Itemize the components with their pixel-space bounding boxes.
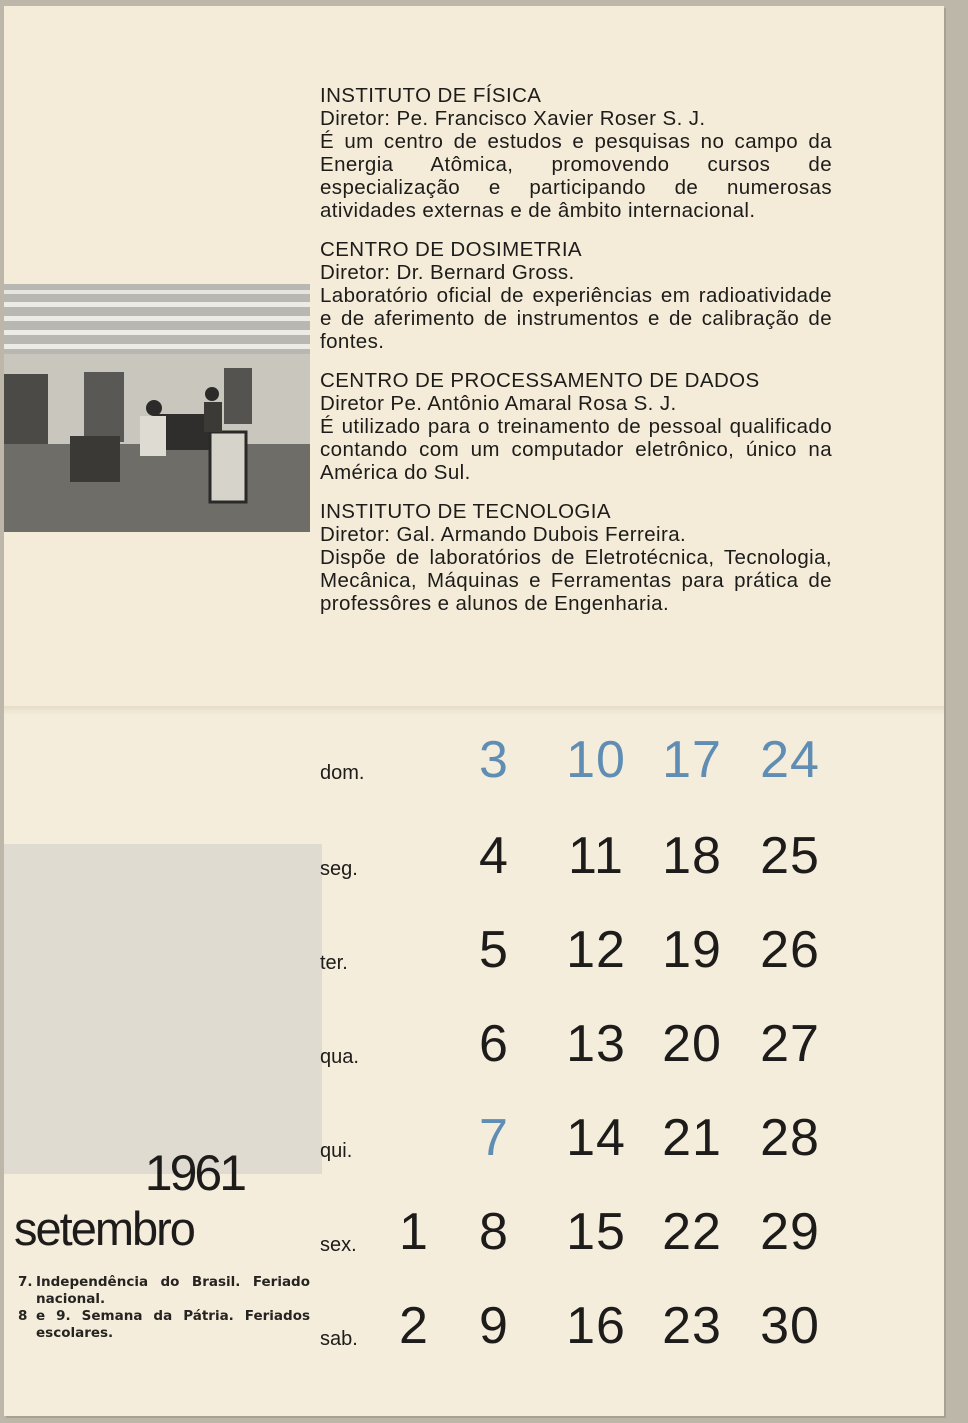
date-27: 27 — [760, 1015, 820, 1073]
top-leaf — [4, 6, 944, 706]
week-row-qua — [4, 1008, 944, 1073]
section-director: Diretor: Gal. Armando Dubois Ferreira. — [320, 523, 687, 546]
day-label: qua. — [320, 1046, 359, 1068]
calendar-year: 1961 — [144, 1145, 244, 1201]
date-11: 11 — [568, 827, 624, 885]
date-14: 14 — [566, 1109, 626, 1167]
date-28: 28 — [760, 1109, 820, 1167]
date-26: 26 — [760, 921, 820, 979]
day-label: dom. — [320, 762, 365, 784]
section-title: CENTRO DE DOSIMETRIA — [320, 238, 582, 261]
section-centro-dosimetria — [320, 238, 832, 353]
date-8: 8 — [479, 1203, 509, 1261]
section-body: Dispõe de laboratórios de Eletrotécnica, Tecnologia, Mecânica, Máquinas e Ferramentas para prática de professôres e alunos de Engenharia. — [320, 546, 832, 615]
date-20: 20 — [662, 1015, 722, 1073]
section-body: É utilizado para o treinamento de pessoal qualificado contando com um computador eletrônico, único na América do Sul. — [320, 415, 832, 484]
date-21: 21 — [662, 1109, 722, 1167]
section-director: Diretor: Pe. Francisco Xavier Roser S. J. — [320, 107, 706, 130]
day-label: sab. — [320, 1328, 358, 1350]
day-label: sex. — [320, 1234, 357, 1256]
date-6: 6 — [479, 1015, 509, 1073]
date-18: 18 — [662, 827, 722, 885]
calendar-month: setembro — [14, 1202, 194, 1255]
date-23: 23 — [662, 1297, 722, 1355]
section-title: INSTITUTO DE FÍSICA — [320, 84, 542, 107]
date-9: 9 — [479, 1297, 509, 1355]
date-2: 2 — [399, 1297, 429, 1355]
week-row-seg — [4, 820, 944, 885]
date-29: 29 — [760, 1203, 820, 1261]
date-15: 15 — [566, 1203, 626, 1261]
holiday-text: e 9. Semana da Pátria. Feriados escolares. — [36, 1308, 310, 1341]
week-row-sex — [4, 1196, 944, 1261]
date-13: 13 — [566, 1015, 626, 1073]
section-instituto-tecnologia — [320, 500, 832, 615]
section-body: É um centro de estudos e pesquisas no campo da Energia Atômica, promovendo cursos de especialização e participando de numerosas atividades externas e de âmbito internacional. — [320, 130, 832, 222]
holiday-number: 8 — [18, 1308, 28, 1324]
section-body: Laboratório oficial de experiências em radioatividade e de aferimento de instrumentos e de calibração de fontes. — [320, 284, 832, 353]
day-label: ter. — [320, 952, 348, 974]
photo-illustration — [4, 284, 310, 532]
date-22: 22 — [662, 1203, 722, 1261]
calendar-page — [4, 6, 944, 1416]
holiday-text: Independência do Brasil. Feriado nacional. — [36, 1274, 310, 1307]
week-row-dom — [4, 724, 944, 789]
date-17: 17 — [662, 731, 722, 789]
institutes-list — [320, 84, 832, 631]
section-director: Diretor Pe. Antônio Amaral Rosa S. J. — [320, 392, 677, 415]
date-7: 7 — [479, 1109, 509, 1167]
holiday-number: 7. — [18, 1274, 33, 1290]
date-30: 30 — [760, 1297, 820, 1355]
date-1: 1 — [399, 1203, 429, 1261]
date-5: 5 — [479, 921, 509, 979]
section-title: CENTRO DE PROCESSAMENTO DE DADOS — [320, 369, 760, 392]
date-25: 25 — [760, 827, 820, 885]
date-16: 16 — [566, 1297, 626, 1355]
section-instituto-fisica — [320, 84, 832, 222]
date-4: 4 — [479, 827, 509, 885]
date-24: 24 — [760, 731, 820, 789]
date-12: 12 — [566, 921, 626, 979]
section-processamento-dados — [320, 369, 832, 484]
page-fold — [4, 706, 944, 716]
week-row-ter — [4, 914, 944, 979]
date-10: 10 — [566, 731, 626, 789]
section-title: INSTITUTO DE TECNOLOGIA — [320, 500, 611, 523]
day-label: seg. — [320, 858, 358, 880]
computer-room-photo — [4, 284, 310, 532]
section-director: Diretor: Dr. Bernard Gross. — [320, 261, 575, 284]
week-row-qui — [4, 1102, 944, 1167]
week-row-sab — [4, 1290, 944, 1355]
date-3: 3 — [479, 731, 509, 789]
date-19: 19 — [662, 921, 722, 979]
day-label: qui. — [320, 1140, 353, 1162]
